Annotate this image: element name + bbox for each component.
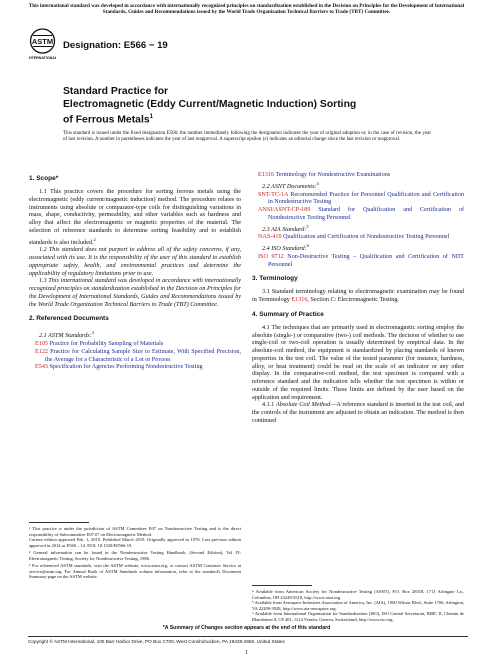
- paragraph-2-4-text: 2.4 ISO Standard:: [262, 246, 307, 253]
- title-footnote-mark: 1: [149, 114, 153, 121]
- paragraph-4-1-1-number: 4.1.1: [262, 402, 277, 409]
- reference-e122[interactable]: [29, 349, 241, 365]
- reference-title[interactable]: Practice for Probability Sampling of Materials: [47, 341, 164, 348]
- paragraph-4-1: 4.1 The techniques that are primarily used in electromagnetic sorting employ the absolute (single-) or comparative (two-) coil methods. The decision of whether to use single-coil or two-coil operation is usually determined by empirical data. In the absolute-coil method, the equipment is standardized by placing standards of known properties in the test coil. The value of the tested parameter (for instance, hardness, alloy, or heat treatment) could be read on the scale of an indicator or any other display. In the comparative-coil method, the test specimen is compared with a reference standard and the indication tells whether the test specimen is within or outside of the required limits. These limits are defined by the user based on the application and requirement.: [252, 324, 464, 401]
- issuance-note: This standard is issued under the fixed designation E566; the number immediately following the designation indicates the year of original adoption or, in the case of revision, the year of last revision. A number in parentheses indicates the year of last reapproval. A superscript epsilon (ε) indicates an editorial change since the last revision or reapproval.: [63, 131, 431, 143]
- section-summary-heading: 4. Summary of Practice: [252, 310, 324, 318]
- section-scope-heading: 1. Scope*: [29, 175, 59, 182]
- paragraph-4-1-1-text: —A reference standard is inserted in the test coil, and the controls of the instrument are adjusted to obtain an indication. The method is then continued: [252, 402, 464, 424]
- paragraph-3-1: [252, 289, 464, 305]
- paragraph-1-3: 1.3 This international standard was developed in accordance with internationally recognized principles on standardization established in the Decision on Principles for the Development of International Standards, Guides and Recommendations issued by the World Trade Organization Technical Barriers to Trade (TBT) Committee.: [29, 278, 241, 308]
- logo-subtext: INTERNATIONAL: [29, 56, 56, 60]
- paragraph-4-1-1: [252, 402, 464, 425]
- document-title: [63, 86, 393, 127]
- reference-code[interactable]: SNT-TC-1A: [258, 191, 289, 198]
- footnote-3: ³ For referenced ASTM standards, visit the ASTM website, www.astm.org, or contact ASTM Customer Service at service@astm.org. For Annual Book of ASTM Standards volume information, refer to the standard's Document Summary page on the ASTM website.: [29, 563, 241, 579]
- reference-code[interactable]: ISO 9712: [258, 253, 284, 260]
- footnote-ref-5[interactable]: 5: [306, 223, 309, 229]
- summary-of-changes-note: *A Summary of Changes section appears at the end of this standard: [162, 625, 331, 631]
- paragraph-2-2: [252, 180, 464, 192]
- reference-code[interactable]: E543: [35, 364, 48, 371]
- section-terminology-heading: 3. Terminology: [252, 275, 298, 283]
- logo-text: ASTM: [31, 37, 54, 46]
- paragraph-1-1-text: 1.1 This practice covers the procedure for sorting ferrous metals using the electromagnetic (eddy current/magnetic induction) method. The procedure relates to instruments using absolute or comparator-type coils for distinguishing variations in mass, shape, conductivity, permeability, and other variables such as hardness and alloy that affect the electromagnetic or magnetic properties of the material. The selection of reference standards to determine sorting feasibility and to establish standards is also included.: [29, 189, 241, 246]
- reference-title[interactable]: Non-Destructive Testing – Qualification and Certification of NDT Personnel: [268, 253, 465, 268]
- footnote-2: ² General information can be found in the Nondestructive Testing Handbook, (Second Edition), Vol IV: Electromagnetic Testing, Society for Nondestructive Testing, 1986.: [29, 550, 241, 561]
- reference-code[interactable]: ANSI/ASNT-CP-189: [258, 207, 311, 214]
- reference-title[interactable]: Standard for Qualification and Certification of Nondestructive Testing Personnel: [268, 207, 464, 221]
- paragraph-2-4: [252, 242, 464, 254]
- page-number: 1: [245, 650, 248, 656]
- reference-code[interactable]: E1316: [258, 172, 275, 178]
- astm-logo: [29, 28, 56, 62]
- astm-logo-icon: [29, 28, 56, 62]
- reference-snt-tc-1a[interactable]: [252, 192, 464, 208]
- reference-title[interactable]: Practice for Calculating Sample Size to Estimate, With Specified Precision, the Average for a Characteristic of a Lot or Process: [45, 348, 241, 363]
- footnote-6: ⁶ Available from International Organization for Standardization (ISO), ISO Central Secretariat, BIBC II, Chemin de Blandonnet 8, CP 401, 1214 Vernier, Geneva, Switzerland, http://www.iso.org.: [252, 611, 464, 622]
- reference-code[interactable]: NAS-410: [258, 234, 282, 241]
- reference-iso-9712[interactable]: [252, 254, 464, 270]
- wto-notice: This international standard was developed in accordance with internationally recognized principles on standardization established in the Decision on Principles for the Development of International Standards, Guides and Recommendations issued by the World Trade Organization Technical Barriers to Trade (TBT) Committee.: [28, 3, 465, 16]
- reference-title[interactable]: Terminology for Nondestructive Examinations: [274, 172, 391, 178]
- reference-title[interactable]: Recommended Practice for Personnel Qualification and Certification in Nondestructive Testing: [268, 191, 464, 206]
- reference-code[interactable]: E122: [35, 348, 48, 355]
- copyright-line: Copyright © ASTM International, 100 Barr Harbor Drive, PO Box C700, West Conshohocken, PA 19428-2959. United States: [28, 636, 468, 644]
- reference-e543[interactable]: [29, 364, 241, 372]
- reference-e1316[interactable]: [252, 172, 464, 180]
- paragraph-4-1-1-title: Absolute Coil Method: [276, 402, 331, 409]
- reference-code[interactable]: E105: [35, 341, 48, 348]
- title-line-3-text: of Ferrous Metals: [63, 114, 150, 126]
- reference-title[interactable]: Qualification and Certification of Nondestructive Testing Personnel: [281, 234, 450, 241]
- paragraph-3-1-text-end: , Section C: Electromagnetic Testing.: [307, 297, 399, 304]
- paragraph-2-3-text: 2.3 AIA Standard:: [262, 226, 307, 233]
- title-line-3: [63, 111, 393, 127]
- footnote-1: ¹ This practice is under the jurisdiction of ASTM Committee E07 on Nondestructive Testing and is the direct responsibility of Subcommittee E07.07 on Electromagnetic Method.: [29, 526, 241, 537]
- reference-nas-410[interactable]: [252, 234, 464, 242]
- paragraph-3-1-text: 3.1 Standard terminology relating to electromagnetic examination may be found in Terminology: [252, 289, 464, 304]
- left-column: [29, 175, 241, 372]
- footnote-1-edition: Current edition approved Feb. 1, 2019. Published March 2019. Originally approved in 1976. Last previous edition approved in 2014 as E566 – 14. DOI: 10.1520/E0566-19.: [29, 537, 241, 548]
- footnote-5: ⁵ Available from Aerospace Industries Association of America, Inc. (AIA), 1000 Wilson Blvd., Suite 1700, Arlington, VA 22209-3928, http://www.aia-aerospace.org.: [252, 600, 464, 611]
- paragraph-1-2: 1.2 This standard does not purport to address all of the safety concerns, if any, associated with its use. It is the responsibility of the user of this standard to establish appropriate safety, health, and environmental practices and determine the applicability of regulatory limitations prior to use.: [29, 247, 241, 277]
- reference-ansi-asnt-cp-189[interactable]: [252, 207, 464, 223]
- footnote-ref-6[interactable]: 6: [306, 243, 309, 249]
- footnote-divider-right: [252, 585, 312, 586]
- footnote-4: ⁴ Available from American Society for Nondestructive Testing (ASNT), P.O. Box 28518, 1711 Arlingate Ln., Columbus, OH 43228-0518, http://www.asnt.org.: [252, 589, 464, 600]
- terminology-link[interactable]: E1316: [291, 297, 308, 304]
- title-line-1: Standard Practice for: [63, 86, 169, 97]
- footnote-ref-2[interactable]: 2: [93, 236, 96, 242]
- footnotes-right: [252, 589, 464, 622]
- footnote-ref-3[interactable]: 3: [91, 330, 94, 336]
- paragraph-2-3: [252, 223, 464, 235]
- reference-title[interactable]: Specification for Agencies Performing Nondestructive Testing: [47, 364, 203, 371]
- paragraph-2-2-text: 2.2 ASNT Documents:: [262, 183, 317, 190]
- footnote-divider-left: [29, 522, 89, 523]
- designation: Designation: E566 − 19: [63, 40, 168, 51]
- footnotes-left: [29, 526, 241, 580]
- paragraph-2-1-text: 2.1 ASTM Standards:: [39, 333, 92, 340]
- right-column: [252, 172, 464, 426]
- title-line-2: Electromagnetic (Eddy Current/Magnetic Induction) Sorting: [63, 98, 357, 110]
- paragraph-1-1: [29, 189, 241, 247]
- section-references-heading: 2. Referenced Documents: [29, 315, 109, 323]
- paragraph-2-1: [29, 329, 241, 341]
- footnote-ref-4[interactable]: 4: [316, 180, 319, 186]
- reference-e105[interactable]: [29, 341, 241, 349]
